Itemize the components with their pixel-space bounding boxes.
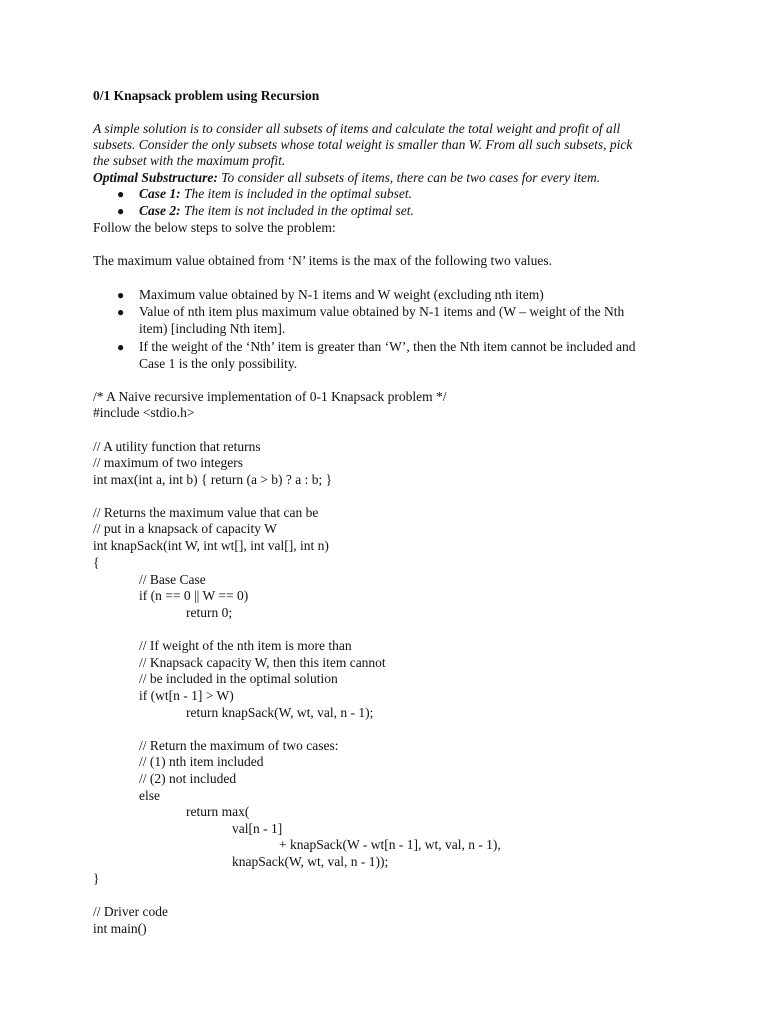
case-1-item	[139, 186, 412, 202]
code-line: return max(	[186, 804, 250, 819]
code-line: /* A Naive recursive implementation of 0-1 Knapsack problem */	[93, 389, 447, 404]
code-line: int max(int a, int b) { return (a > b) ? a : b; }	[93, 472, 333, 487]
bullet-dot: ●	[117, 288, 125, 302]
code-line: {	[93, 555, 100, 570]
code-line: // Return the maximum of two cases:	[139, 738, 339, 753]
code-line: if (wt[n - 1] > W)	[139, 688, 234, 703]
steps-line: Follow the below steps to solve the problem:	[93, 220, 336, 235]
case-2-item	[139, 203, 414, 219]
case-1-text: The item is included in the optimal subset.	[180, 186, 412, 201]
bullet-dot: ●	[117, 340, 125, 354]
code-line: // Knapsack capacity W, then this item cannot	[139, 655, 386, 670]
optimal-substructure-text: To consider all subsets of items, there can be two cases for every item.	[217, 170, 601, 185]
case-1-label: Case 1:	[139, 186, 181, 201]
case-2-text: The item is not included in the optimal set.	[180, 203, 414, 218]
bullet-dot: ●	[117, 204, 125, 218]
code-line: // Returns the maximum value that can be	[93, 505, 319, 520]
code-line: int main()	[93, 921, 147, 936]
code-line: #include <stdio.h>	[93, 405, 195, 420]
code-line: // maximum of two integers	[93, 455, 243, 470]
code-line: // (1) nth item included	[139, 754, 264, 769]
code-line: // Driver code	[93, 904, 168, 919]
bullet-3-line-2: Case 1 is the only possibility.	[139, 356, 298, 371]
code-line: }	[93, 871, 100, 886]
bullet-3-line-1: If the weight of the ‘Nth’ item is greater than ‘W’, then the Nth item cannot be included and	[139, 339, 636, 354]
case-2-label: Case 2:	[139, 203, 181, 218]
optimal-substructure-label: Optimal Substructure:	[93, 170, 218, 185]
code-line: // A utility function that returns	[93, 439, 261, 454]
code-line: return 0;	[186, 605, 233, 620]
code-line: knapSack(W, wt, val, n - 1));	[232, 854, 389, 869]
code-line: // Base Case	[139, 572, 206, 587]
code-line: else	[139, 788, 160, 803]
max-value-line: The maximum value obtained from ‘N’ items is the max of the following two values.	[93, 253, 553, 268]
bullet-2-line-2: item) [including Nth item].	[139, 321, 286, 336]
code-line: // If weight of the nth item is more than	[139, 638, 352, 653]
code-line: // (2) not included	[139, 771, 237, 786]
intro-line-3: the subset with the maximum profit.	[93, 153, 286, 168]
intro-line-2: subsets. Consider the only subsets whose total weight is smaller than W. From all such subsets, pick	[93, 137, 633, 152]
code-line: int knapSack(int W, int wt[], int val[], int n)	[93, 538, 329, 553]
code-line: // put in a knapsack of capacity W	[93, 521, 277, 536]
bullet-dot: ●	[117, 305, 125, 319]
code-line: val[n - 1]	[232, 821, 283, 836]
code-line: + knapSack(W - wt[n - 1], wt, val, n - 1),	[279, 837, 501, 852]
intro-line-1: A simple solution is to consider all subsets of items and calculate the total weight and profit of all	[93, 121, 621, 136]
bullet-2-line-1: Value of nth item plus maximum value obtained by N-1 items and (W – weight of the Nth	[139, 304, 625, 319]
bullet-dot: ●	[117, 187, 125, 201]
bullet-1-line-1: Maximum value obtained by N-1 items and W weight (excluding nth item)	[139, 287, 544, 302]
optimal-substructure-line	[93, 170, 600, 186]
document-title: 0/1 Knapsack problem using Recursion	[93, 88, 320, 103]
code-line: if (n == 0 || W == 0)	[139, 588, 249, 603]
code-line: // be included in the optimal solution	[139, 671, 338, 686]
code-line: return knapSack(W, wt, val, n - 1);	[186, 705, 374, 720]
